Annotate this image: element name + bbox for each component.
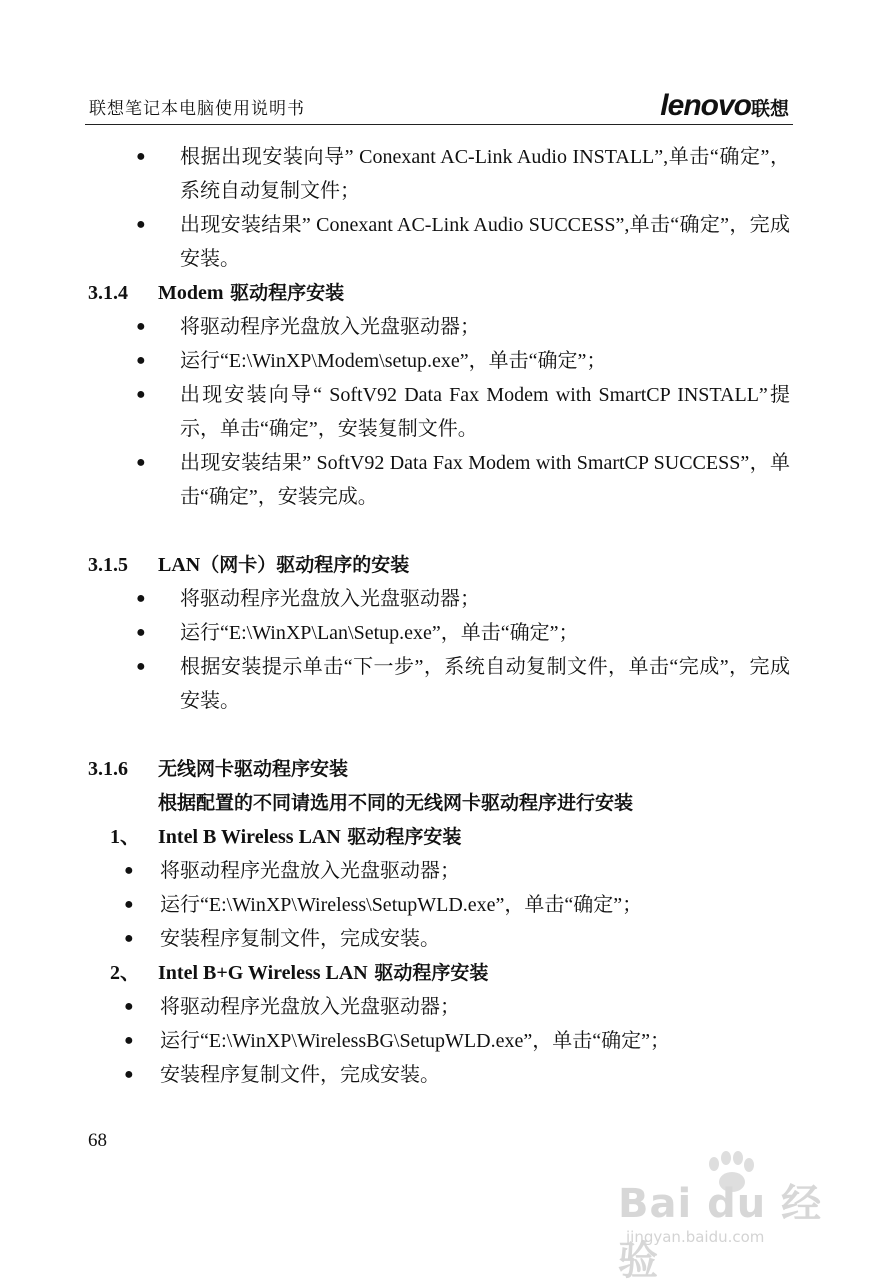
section-heading-3-1-4: 3.1.4 Modem 驱动程序安装 [88,282,345,304]
list-item: ● 出现安装向导“ SoftV92 Data Fax Modem with SmartCP INSTALL”提示，单击“确定”，安装复制文件。 [0,378,878,446]
bullet-icon: ● [124,896,134,913]
page-content [0,140,878,1092]
bullet-icon: ● [124,862,134,879]
list-item: ● 运行“E:\WinXP\Wireless\SetupWLD.exe”，单击“确定”； [0,888,878,922]
section-heading-3-1-6: 3.1.6 无线网卡驱动程序安装 [88,758,349,780]
bullet-icon: ● [124,1032,134,1049]
bullet-icon: ● [136,454,146,471]
list-item: ● 将驱动程序光盘放入光盘驱动器； [0,310,878,344]
section-intro: 根据配置的不同请选用不同的无线网卡驱动程序进行安装 [158,792,634,814]
section-heading-3-1-5: 3.1.5 LAN（网卡）驱动程序的安装 [88,554,410,576]
watermark-url: jingyan.baidu.com [626,1228,765,1246]
list-item: ● 安装程序复制文件，完成安装。 [0,922,878,956]
logo-text-en: lenovo [660,89,751,122]
list-item: ● 根据安装提示单击“下一步”，系统自动复制文件，单击“完成”，完成安装。 [0,650,878,718]
bullet-icon: ● [136,624,146,641]
list-item: ● 出现安装结果” SoftV92 Data Fax Modem with SmartCP SUCCESS”，单击“确定”，安装完成。 [0,446,878,514]
list-item: ● 根据出现安装向导” Conexant AC-Link Audio INSTALL”,单击“确定”，系统自动复制文件； [0,140,878,208]
spacer [0,718,878,752]
list-item: ● 运行“E:\WinXP\Modem\setup.exe”，单击“确定”； [0,344,878,378]
bullet-icon: ● [136,216,146,233]
baidu-watermark [618,1150,838,1284]
watermark-brand: Bai du 经验 [618,1181,823,1284]
list-item: ● 将驱动程序光盘放入光盘驱动器； [0,990,878,1024]
bullet-icon: ● [136,352,146,369]
page-number: 68 [88,1130,107,1151]
lenovo-logo [660,91,789,121]
bullet-icon: ● [124,930,134,947]
list-item: ● 出现安装结果” Conexant AC-Link Audio SUCCESS”,单击“确定”，完成安装。 [0,208,878,276]
bullet-icon: ● [136,148,146,165]
bullet-icon: ● [136,590,146,607]
page-header [85,88,793,125]
bullet-icon: ● [136,318,146,335]
bullet-icon: ● [136,658,146,675]
bullet-icon: ● [124,998,134,1015]
header-title: 联想笔记本电脑使用说明书 [89,99,305,118]
bullet-icon: ● [124,1066,134,1083]
list-item: ● 将驱动程序光盘放入光盘驱动器； [0,582,878,616]
subsection-heading-1: 1、 Intel B Wireless LAN 驱动程序安装 [110,826,462,848]
list-item: ● 将驱动程序光盘放入光盘驱动器； [0,854,878,888]
logo-text-cn: 联想 [750,98,789,120]
spacer [0,514,878,548]
list-item: ● 运行“E:\WinXP\WirelessBG\SetupWLD.exe”，单击“确定”； [0,1024,878,1058]
list-item: ● 运行“E:\WinXP\Lan\Setup.exe”，单击“确定”； [0,616,878,650]
subsection-heading-2: 2、 Intel B+G Wireless LAN 驱动程序安装 [110,962,489,984]
bullet-icon: ● [136,386,146,403]
list-item: ● 安装程序复制文件，完成安装。 [0,1058,878,1092]
